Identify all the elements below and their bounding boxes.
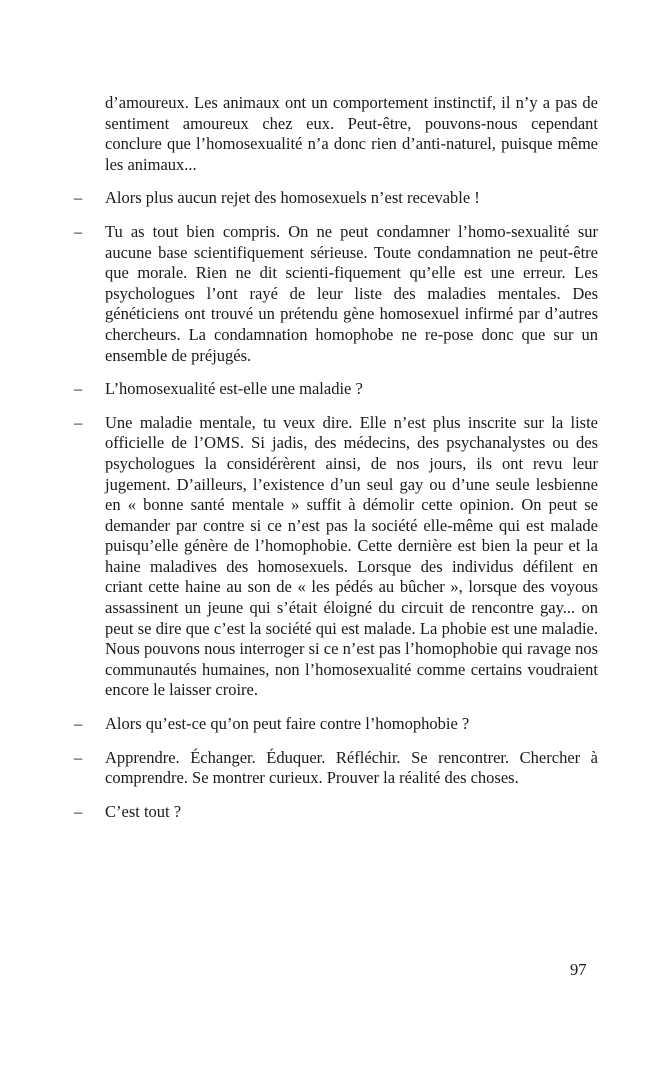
paragraph-text: d’amoureux. Les animaux ont un comportement instinctif, il n’y a pas de sentiment amoureux chez eux. Peut-être, pouvons-nous cependant conclure que l’homosexualité n’a donc rien d’anti-naturel, puisque même les animaux... [105,93,598,174]
paragraph-text: C’est tout ? [105,801,182,821]
dialogue-line [74,747,598,789]
page-body [74,93,598,835]
dialogue-dash: – [74,747,83,767]
paragraph-text: Une maladie mentale, tu veux dire. Elle n’est plus inscrite sur la liste officielle de l’OMS. Si jadis, des médecins, des psychanalystes ou des psychologues la considérèrent ainsi, de nos jours, ils ont revu leur jugement. D’ailleurs, l’existence d’un seul gay ou d’une seule lesbienne en « bonne santé mentale » suffit à démolir cette opinion. On peut se demander par contre si ce n’est pas la société elle-même qui est malade puisqu’elle génère de l’homophobie. Cette dernière est bien la peur et la haine maladives des homosexuels. Lorsque des individus défilent en criant cette haine au son de « les pédés au bûcher », lorsque des voyous assassinent un jeune qui s’était éloigné du circuit de rencontre gay... on peut se dire que c’est la société qui est malade. La phobie est une maladie. Nous pouvons nous interroger si ce n’est pas l’homophobie qui ravage nos communautés humaines, non l’homosexualité comme certains voudraient encore le laisser croire. [105,412,598,700]
dialogue-line [74,188,598,209]
paragraph-text: L’homosexualité est-elle une maladie ? [105,379,363,399]
paragraph-text: Alors plus aucun rejet des homosexuels n’est recevable ! [105,188,480,208]
page-number: 97 [570,960,587,979]
paragraph-text: Tu as tout bien compris. On ne peut condamner l’homo-sexualité sur aucune base scientifiquement sérieuse. Toute condamnation ne peut-être que morale. Rien ne dit scienti-fiquement qu’elle est une erreur. Les psychologues l’ont rayé de leur liste des maladies mentales. Des généticiens ont trouvé un prétendu gène homosexuel infirmé par d’autres chercheurs. La condamnation homophobe ne re-pose donc que sur un ensemble de préjugés. [105,221,598,365]
dialogue-dash: – [74,379,83,399]
dialogue-dash: – [74,412,83,432]
dialogue-dash: – [74,714,83,734]
paragraph-continuation [88,93,598,175]
paragraph-text: Alors qu’est-ce qu’on peut faire contre l’homophobie ? [105,714,470,734]
dialogue-line [74,379,598,400]
dialogue-line [74,412,598,701]
dialogue-line [74,221,598,366]
dialogue-dash: – [74,188,83,208]
paragraph-text: Apprendre. Échanger. Éduquer. Réfléchir. Se rencontrer. Chercher à comprendre. Se montrer curieux. Prouver la réalité des choses. [105,747,598,788]
dialogue-dash: – [74,221,83,241]
dialogue-line [74,714,598,735]
dialogue-dash: – [74,801,83,821]
dialogue-line [74,801,598,823]
